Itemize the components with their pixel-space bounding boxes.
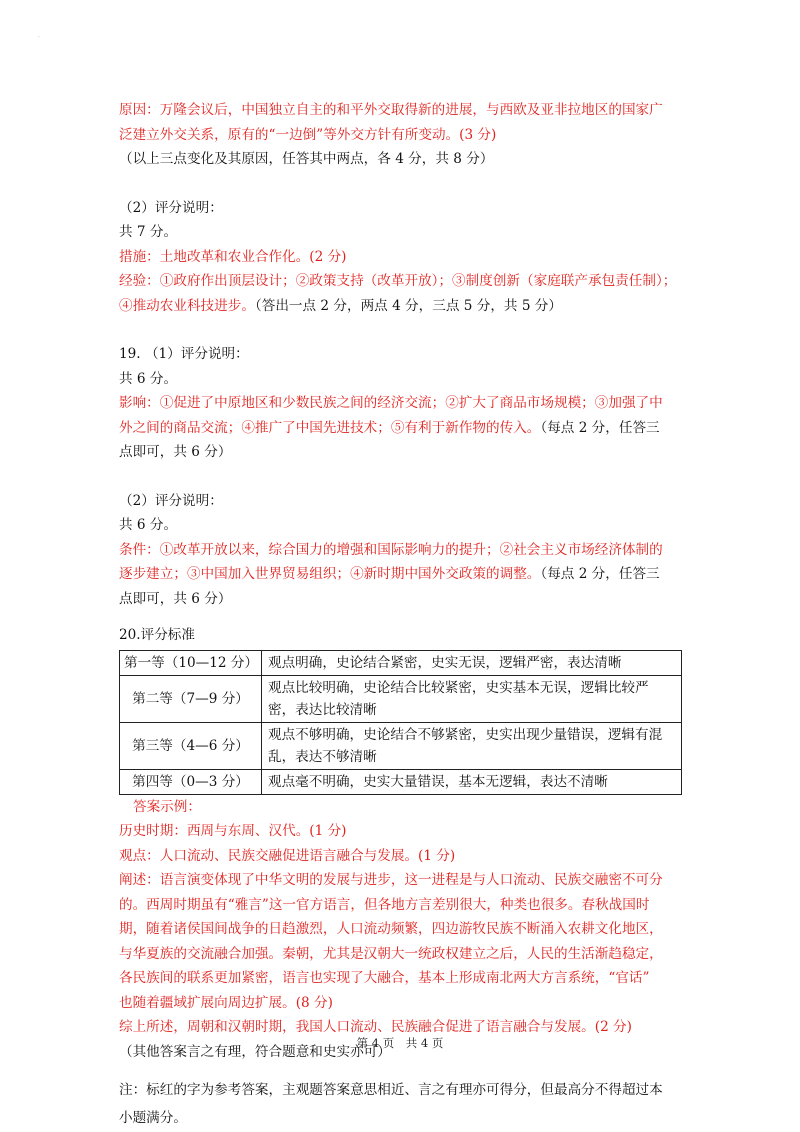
q19-1-impact-2 bbox=[119, 416, 687, 441]
q20-heading: 20.评分标准 bbox=[119, 627, 195, 643]
table-row bbox=[120, 650, 682, 675]
grade-cell: 第二等（7—9 分） bbox=[120, 675, 262, 722]
q19-1-impact-1: 影响：①促进了中原地区和少数民族之间的经济交流；②扩大了商品市场规模；③加强了中 bbox=[119, 395, 663, 411]
scoring-note-a: （以上三点变化及其原因，任答其中两点，各 4 分，共 8 分） bbox=[119, 151, 494, 167]
example-elaboration-5: 各民族间的联系更加紧密，语言也实现了大融合，基本上形成南北两大方言系统，“官话” bbox=[119, 970, 650, 986]
footnote-line-1: 注：标红的字为参考答案，主观题答案意思相近、言之有理亦可得分，但最高分不得超过本 bbox=[119, 1082, 663, 1098]
q19-1-heading: 19. （1）评分说明： bbox=[119, 346, 249, 362]
q19-2-condition-1: 条件：①改革开放以来，综合国力的增强和国际影响力的提升；②社会主义市场经济体制的 bbox=[119, 541, 663, 558]
q19-1-impact-2-answer: 外之间的商品交流；④推广了中国先进技术；⑤有利于新作物的传入。 bbox=[119, 419, 541, 436]
q19-1-impact-3: 点即可，共 6 分） bbox=[119, 444, 232, 460]
example-elaboration-3: 期，随着诸侯国间战争的日趋激烈，人口流动频繁，四边游牧民族不断涌入农耕文化地区， bbox=[119, 921, 663, 937]
example-elaboration-1: 阐述：语言演变体现了中华文明的发展与进步，这一进程是与人口流动、民族交融密不可分 bbox=[119, 872, 663, 888]
grade-cell: 第四等（0—3 分） bbox=[120, 769, 262, 794]
example-elaboration-2: 的。西周时期虽有“雅言”这一官方语言，但各地方言差别很大，种类也很多。春秋战国时 bbox=[119, 896, 650, 913]
q18-2-measures: 措施：土地改革和农业合作化。(2 分) bbox=[119, 248, 347, 265]
q18-2-heading: （2）评分说明： bbox=[119, 199, 223, 216]
footnote-line-2: 小题满分。 bbox=[119, 1110, 187, 1126]
reason-line-1: 原因：万隆会议后，中国独立自主的和平外交取得新的进展，与西欧及亚非拉地区的国家广 bbox=[119, 102, 663, 118]
example-elaboration-4: 与华夏族的交流融合加强。秦朝，尤其是汉朝大一统政权建立之后，人民的生活渐趋稳定， bbox=[119, 945, 663, 962]
desc-cell: 观点毫不明确，史实大量错误，基本无逻辑，表达不清晰 bbox=[262, 769, 682, 794]
table-row bbox=[120, 675, 682, 722]
answer-key-page bbox=[119, 98, 687, 1132]
q18-2-experience-2 bbox=[119, 294, 687, 319]
grade-cell: 第一等（10—12 分） bbox=[120, 650, 262, 675]
example-viewpoint: 观点：人口流动、民族交融促进语言融合与发展。(1 分) bbox=[119, 847, 456, 864]
q19-2-condition-2-answer: 逐步建立；③中国加入世界贸易组织；④新时期中国外交政策的调整。 bbox=[119, 566, 541, 582]
table-row bbox=[120, 722, 682, 769]
q19-1-total: 共 6 分。 bbox=[119, 370, 178, 387]
q19-2-heading: （2）评分说明： bbox=[119, 492, 223, 509]
reason-line-2: 泛建立外交关系，原有的“一边倒”等外交方针有所变动。(3 分) bbox=[119, 126, 497, 143]
example-elaboration-6: 也随着疆域扩展向周边扩展。(8 分) bbox=[119, 994, 333, 1011]
page-number: 第 4 页 共 4 页 bbox=[356, 1036, 444, 1050]
q18-2-experience-1: 经验：①政府作出顶层设计；②政策支持（改革开放）；③制度创新（家庭联产承包责任制）； bbox=[119, 273, 677, 289]
grade-cell: 第三等（4—6 分） bbox=[120, 722, 262, 769]
q19-2-total: 共 6 分。 bbox=[119, 517, 178, 533]
q18-2-experience-2-scoring: （答出一点 2 分，两点 4 分，三点 5 分，共 5 分） bbox=[254, 297, 562, 314]
example-period: 历史时期：西周与东周、汉代。(1 分) bbox=[119, 823, 347, 839]
q19-1-impact-2-scoring: （每点 2 分，任答三 bbox=[540, 419, 660, 436]
desc-cell: 观点不够明确，史论结合不够紧密，史实出现少量错误，逻辑有混乱，表达不够清晰 bbox=[262, 722, 682, 769]
example-heading: 答案示例： bbox=[133, 798, 201, 815]
q18-2-experience-2-answer: ④推动农业科技进步。 bbox=[119, 297, 255, 314]
desc-cell: 观点比较明确，史论结合比较紧密，史实基本无误，逻辑比较严密，表达比较清晰 bbox=[262, 675, 682, 722]
q19-2-condition-3: 点即可，共 6 分） bbox=[119, 590, 232, 607]
example-other-answers: （其他答案言之有理，符合题意和史实亦可） bbox=[119, 1043, 391, 1060]
q19-2-condition-2-scoring: （每点 2 分，任答三 bbox=[540, 566, 660, 582]
example-conclusion: 综上所述，周朝和汉朝时期，我国人口流动、民族融合促进了语言融合与发展。(2 分) bbox=[119, 1019, 632, 1035]
scoring-table bbox=[119, 650, 682, 795]
desc-cell: 观点明确，史论结合紧密，史实无误，逻辑严密，表达清晰 bbox=[262, 650, 682, 675]
q19-2-condition-2 bbox=[119, 562, 687, 587]
corner-mark: · bbox=[38, 34, 40, 41]
table-row bbox=[120, 769, 682, 794]
q18-2-total: 共 7 分。 bbox=[119, 224, 178, 240]
